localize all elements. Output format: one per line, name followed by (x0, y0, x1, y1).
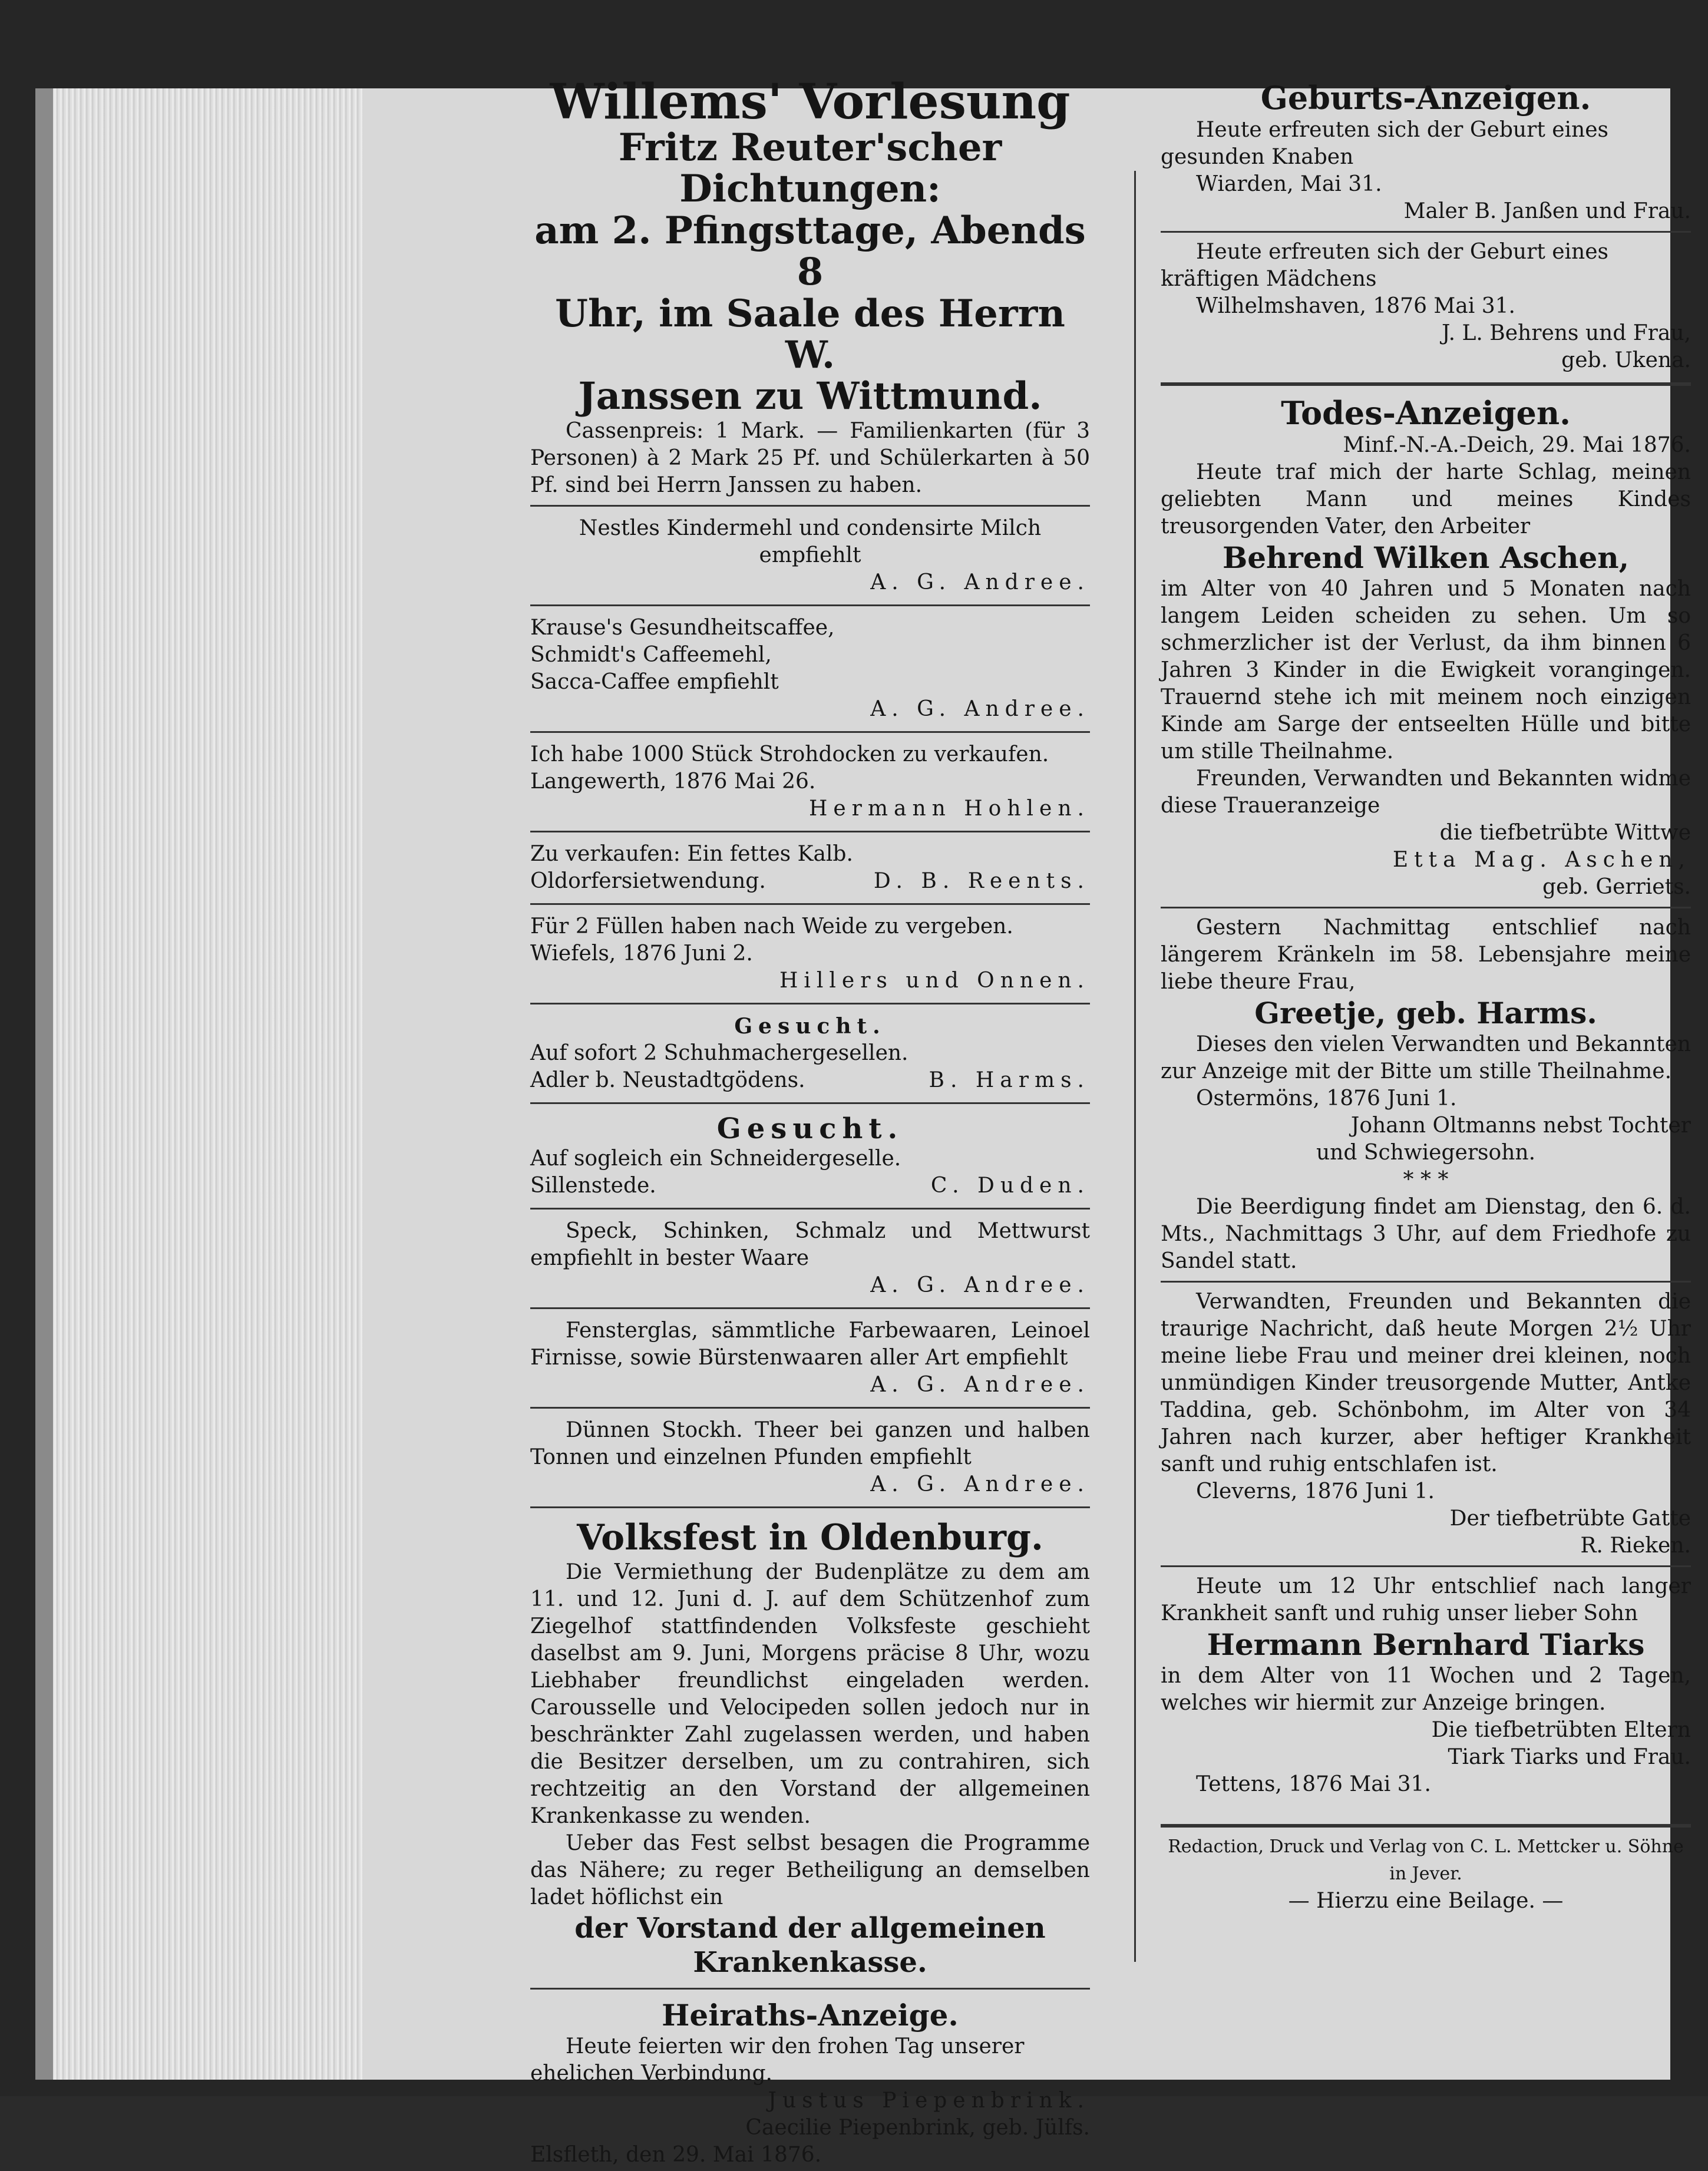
fenster-ad (530, 1315, 1090, 1401)
tod-1-text-2: im Alter von 40 Jahren und 5 Monaten nach langem Leiden scheiden zu sehen. Um so schmerzlicher ist der Verlust, da ihm binnen 6 Jahren 3 Kinder in die Ewigkeit vorangingen. Trauernd stehe ich mit meinem noch einzigen Kinde am Sarge der entseelten Hülle und bitte um stille Theilnahme. (1161, 577, 1691, 764)
heirath-title: Heiraths-Anzeige. (662, 1997, 959, 2033)
fuellen-ad (530, 911, 1090, 997)
ad-text: Speck, Schinken, Schmalz und Mettwurst empfiehlt in bester Waare (530, 1218, 1090, 1270)
tod-4-text-2: in dem Alter von 11 Wochen und 2 Tagen, welches wir hiermit zur Anzeige bringen. (1161, 1664, 1691, 1715)
rule (530, 831, 1090, 832)
tod-2-place: Ostermöns, 1876 Juni 1. (1196, 1086, 1457, 1111)
ad-line: Schmidt's Caffeemehl, (530, 642, 772, 667)
rule (530, 1003, 1090, 1004)
tod-4-place: Tettens, 1876 Mai 31. (1196, 1772, 1431, 1796)
geburt-2-signature-1: J. L. Behrens und Frau, (1441, 321, 1691, 345)
ad-line: Wiefels, 1876 Juni 2. (530, 941, 753, 966)
heirath-ad (530, 1995, 1090, 2171)
volksfest-body-2: Ueber das Fest selbst besagen die Programme das Nähere; zu reger Betheiligung an demselben ladet höflichst ein (530, 1830, 1090, 1909)
theer-ad (530, 1415, 1090, 1501)
ad-signature: A. G. Andree. (870, 1273, 1090, 1297)
rule (1161, 382, 1691, 386)
rule (530, 604, 1090, 606)
willems-line-2: Fritz Reuter'scher Dichtungen: (618, 125, 1002, 212)
heirath-place: Elsfleth, den 29. Mai 1876. (530, 2142, 822, 2167)
tod-4-signature-2: Tiark Tiarks und Frau. (1448, 1745, 1691, 1769)
ad-signature: A. G. Andree. (870, 1372, 1090, 1397)
volksfest-ad (530, 1514, 1090, 1982)
book-page-edges (35, 88, 383, 2080)
tod-1-signature-2: Etta Mag. Aschen, (1392, 848, 1691, 872)
rule (1161, 1824, 1691, 1828)
rule (530, 731, 1090, 733)
heirath-body: Heute feierten wir den frohen Tag unserer ehelichen Verbindung. (530, 2034, 1025, 2086)
ad-line: Auf sogleich ein Schneidergeselle. (530, 1146, 901, 1171)
kalb-ad (530, 838, 1090, 897)
rule (530, 505, 1090, 507)
tod-3-text: Verwandten, Freunden und Bekannten die traurige Nachricht, daß heute Morgen 2½ Uhr meine liebe Frau und meiner drei kleinen, noch unmündigen Kinder treusorgende Mutter, Antke Taddina, geb. Schönbohm, im Alter von 34 Jahren nach kurzer, aber heftiger Krankheit sanft und ruhig entschlafen ist. (1161, 1290, 1691, 1476)
rule (1161, 907, 1691, 908)
rule (530, 1988, 1090, 1990)
geburt-1-signature: Maler B. Janßen und Frau. (1403, 199, 1691, 223)
heirath-signature-2: Caecilie Piepenbrink, geb. Jülfs. (745, 2115, 1090, 2140)
tod-4-name: Hermann Bernhard Tiarks (1207, 1627, 1645, 1662)
tod-2-text-3: Die Beerdigung findet am Dienstag, den 6. d. Mts., Nachmittags 3 Uhr, auf dem Friedhofe zu Sandel statt. (1161, 1195, 1691, 1273)
nestle-ad (530, 513, 1090, 599)
tod-title: Todes-Anzeigen. (1281, 394, 1571, 432)
ad-signature: Hillers und Onnen. (779, 968, 1090, 993)
rule (1161, 231, 1691, 233)
willems-title: Willems' Vorlesung (550, 74, 1071, 130)
gesucht-ad-2 (530, 1110, 1090, 1202)
volksfest-signature: der Vorstand der allgemeinen Krankenkasse. (574, 1911, 1046, 1979)
ad-signature: A. G. Andree. (870, 1472, 1090, 1496)
volksfest-title: Volksfest in Oldenburg. (577, 1516, 1043, 1558)
willems-line-3: am 2. Pfingsttage, Abends 8 (534, 208, 1086, 295)
tod-2-text: Gestern Nachmittag entschlief nach längerem Kränkeln im 58. Lebensjahre meine liebe theure Frau, (1161, 916, 1691, 994)
speck-ad (530, 1215, 1090, 1301)
tod-1-text: Heute traf mich der harte Schlag, meinen geliebten Mann und meines Kindes treusorgenden Vater, den Arbeiter (1161, 460, 1691, 538)
geburt-1-place: Wiarden, Mai 31. (1196, 172, 1382, 196)
ad-signature: C. Duden. (930, 1173, 1090, 1198)
geburt-section (1161, 77, 1691, 376)
tod-1-signature-3: geb. Gerriets. (1542, 875, 1691, 899)
ad-place: Oldorfersietwendung. (530, 868, 766, 893)
stroh-ad (530, 739, 1090, 825)
ad-signature: Hermann Hohlen. (808, 796, 1090, 821)
geburt-2-place: Wilhelmshaven, 1876 Mai 31. (1196, 294, 1515, 318)
left-column (530, 74, 1090, 2171)
ad-title: Gesucht. (734, 1013, 886, 1039)
rule (530, 1102, 1090, 1104)
ad-title: Gesucht. (716, 1112, 904, 1145)
tod-1-signature-1: die tiefbetrübte Wittwe (1439, 821, 1691, 845)
rule (530, 1208, 1090, 1210)
imprint: Redaction, Druck und Verlag von C. L. Mettcker u. Söhne in Jever. (1168, 1836, 1684, 1884)
ad-line: Langewerth, 1876 Mai 26. (530, 769, 816, 794)
ad-text: Dünnen Stockh. Theer bei ganzen und halben Tonnen und einzelnen Pfunden empfiehlt (530, 1417, 1090, 1469)
gesucht-ad-1 (530, 1010, 1090, 1096)
ad-place: Adler b. Neustadtgödens. (530, 1068, 805, 1092)
tod-section (1161, 392, 1691, 1800)
tod-1-name: Behrend Wilken Aschen, (1222, 540, 1630, 575)
tod-1-place: Minf.-N.-A.-Deich, 29. Mai 1876. (1343, 433, 1691, 457)
geburt-1-text: Heute erfreuten sich der Geburt eines gesunden Knaben (1161, 118, 1609, 169)
volksfest-body: Die Vermiethung der Budenplätze zu dem am 11. und 12. Juni d. J. auf dem Schützenhof zum Ziegelhof stattfindenden Volksfeste geschieht daselbst am 9. Juni, Morgens präcise 8 Uhr, wozu Liebhaber freundlichst eingeladen werden. Carousselle und Velocipeden sollen jedoch nur in beschränkter Zahl zugelassen werden, und haben die Besitzer derselben, um zu contrahiren, sich rechtzeitig an den Vorstand der allgemeinen Krankenkasse zu wenden. (530, 1559, 1090, 1828)
ad-signature: A. G. Andree. (870, 696, 1090, 721)
tod-2-stars: * * * (1403, 1168, 1449, 1192)
rule (1161, 1281, 1691, 1283)
tod-3-signature-1: Der tiefbetrübte Gatte (1449, 1506, 1691, 1531)
ad-place: Sillenstede. (530, 1173, 656, 1198)
ad-line: Für 2 Füllen haben nach Weide zu vergeben. (530, 914, 1013, 939)
heirath-signature-1: Justus Piepenbrink. (768, 2088, 1090, 2113)
geburt-2-text: Heute erfreuten sich der Geburt eines kräftigen Mädchens (1161, 240, 1609, 291)
tod-2-name: Greetje, geb. Harms. (1254, 996, 1597, 1030)
rule (530, 1307, 1090, 1309)
right-column (1161, 77, 1691, 1915)
tod-1-text-3: Freunden, Verwandten und Bekannten widme diese Traueranzeige (1161, 766, 1691, 818)
tod-2-signature-2: und Schwiegersohn. (1316, 1141, 1536, 1165)
geburt-title: Geburts-Anzeigen. (1260, 79, 1591, 117)
rule (530, 903, 1090, 905)
column-divider (1134, 171, 1136, 1962)
tod-2-signature-1: Johann Oltmanns nebst Tochter (1350, 1113, 1691, 1138)
rule (1161, 1565, 1691, 1567)
tod-2-text-2: Dieses den vielen Verwandten und Bekannten zur Anzeige mit der Bitte um stille Theilnahme. (1161, 1032, 1691, 1083)
ad-signature: A. G. Andree. (870, 570, 1090, 594)
willems-line-4: Uhr, im Saale des Herrn W. (555, 291, 1065, 378)
geburt-2-signature-2: geb. Ukena. (1561, 348, 1691, 372)
ad-line: Krause's Gesundheitscaffee, (530, 615, 835, 640)
rule (530, 1506, 1090, 1508)
willems-ad (530, 74, 1090, 499)
ad-text: Fensterglas, sämmtliche Farbewaaren, Leinoel Firnisse, sowie Bürstenwaaren aller Art empfiehlt (530, 1318, 1090, 1370)
ad-line: Ich habe 1000 Stück Strohdocken zu verkaufen. (530, 742, 1049, 766)
ad-line: Zu verkaufen: Ein fettes Kalb. (530, 841, 853, 866)
rule (530, 1407, 1090, 1409)
ad-signature: B. Harms. (929, 1068, 1090, 1092)
tod-4-text: Heute um 12 Uhr entschlief nach langer Krankheit sanft und ruhig unser lieber Sohn (1161, 1574, 1691, 1625)
tod-3-place: Cleverns, 1876 Juni 1. (1196, 1479, 1435, 1503)
willems-line-5: Janssen zu Wittmund. (578, 374, 1042, 419)
ad-signature: D. B. Reents. (873, 868, 1090, 893)
ad-text: Nestles Kindermehl und condensirte Milch empfiehlt (579, 516, 1042, 567)
beilage-note: — Hierzu eine Beilage. — (1288, 1889, 1564, 1913)
kaffee-ad (530, 612, 1090, 725)
willems-body: Cassenpreis: 1 Mark. — Familienkarten (für 3 Personen) à 2 Mark 25 Pf. und Schülerkarten à 50 Pf. sind bei Herrn Janssen zu haben. (530, 418, 1090, 497)
tod-3-signature-2: R. Rieken. (1580, 1534, 1691, 1558)
ad-line: Sacca-Caffee empfiehlt (530, 669, 779, 694)
ad-line: Auf sofort 2 Schuhmachergesellen. (530, 1040, 908, 1065)
tod-4-signature-1: Die tiefbetrübten Eltern (1431, 1718, 1691, 1742)
